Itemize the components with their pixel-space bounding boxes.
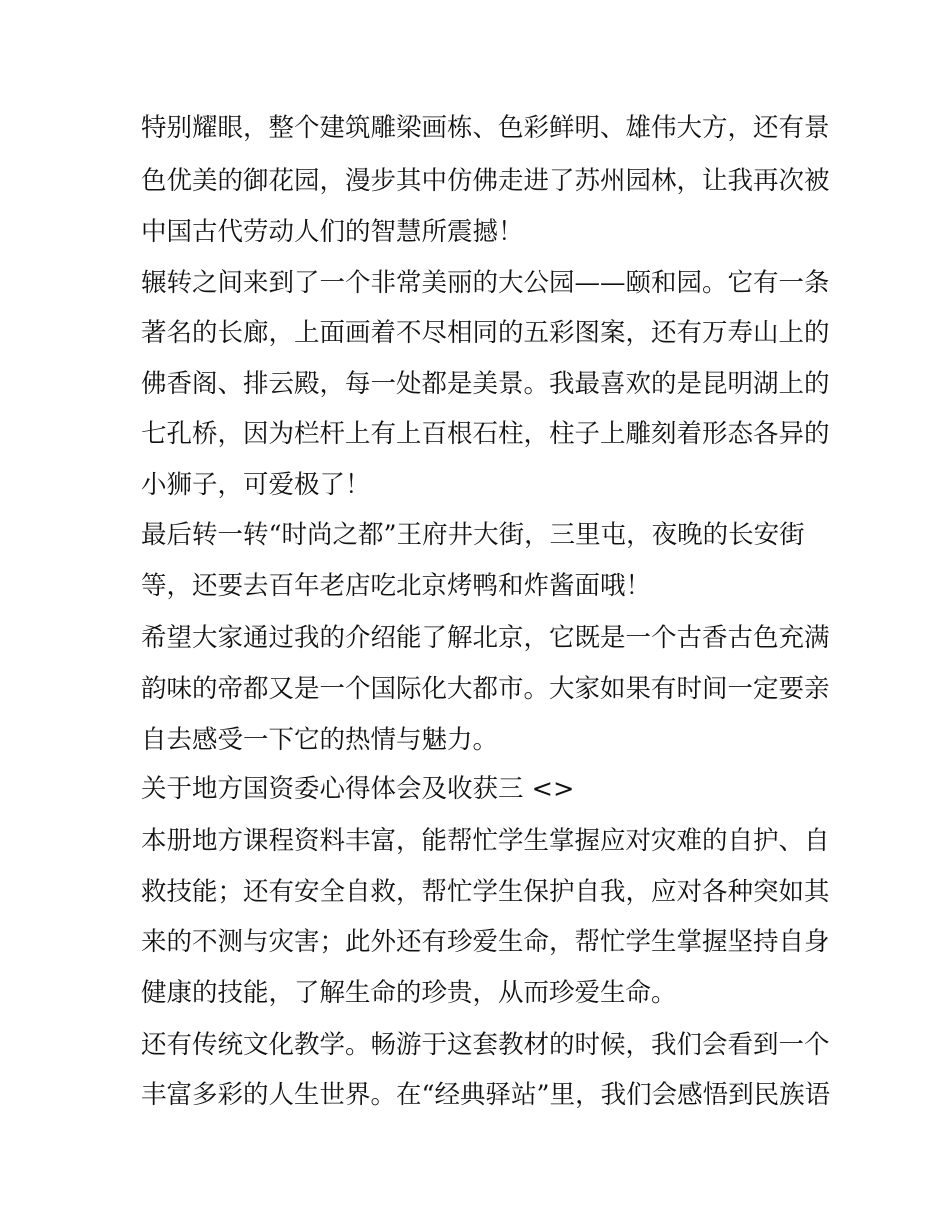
text-line: 中国古代劳动人们的智慧所震撼！ [141,217,524,247]
text-line: 小狮子，可爱极了！ [141,470,371,500]
text-line: 最后转一转“时尚之都”王府井大街，三里屯，夜晚的长安街 [141,520,805,550]
text-line: 等，还要去百年老店吃北京烤鸭和炸酱面哦！ [141,571,652,601]
text-line: 健康的技能，了解生命的珍贵，从而珍爱生命。 [141,978,677,1008]
text-line: 自去感受一下它的热情与魅力。 [141,725,499,755]
text-line: 还有传统文化教学。畅游于这套教材的时候，我们会看到一个 [141,1030,830,1060]
text-line: 色优美的御花园，漫步其中仿佛走进了苏州园林，让我再次被 [141,166,830,196]
text-line: 韵味的帝都又是一个国际化大都市。大家如果有时间一定要亲 [141,674,830,704]
text-line: 本册地方课程资料丰富，能帮忙学生掌握应对灾难的自护、自 [141,826,830,856]
text-line: 来的不测与灾害；此外还有珍爱生命，帮忙学生掌握坚持自身 [141,927,830,957]
text-line: 救技能；还有安全自救，帮忙学生保护自我，应对各种突如其 [141,877,830,907]
text-line: 希望大家通过我的介绍能了解北京，它既是一个古香古色充满 [141,623,830,653]
text-line: 特别耀眼，整个建筑雕梁画栋、色彩鲜明、雄伟大方，还有景 [141,113,830,143]
text-line: 丰富多彩的人生世界。在“经典驿站”里，我们会感悟到民族语 [141,1080,831,1110]
text-line: 辗转之间来到了一个非常美丽的大公园——颐和园。它有一条 [141,268,830,298]
text-line: 佛香阁、排云殿，每一处都是美景。我最喜欢的是昆明湖上的 [141,369,830,399]
section-heading: 关于地方国资委心得体会及收获三 <> [141,774,575,804]
text-line: 著名的长廊，上面画着不尽相同的五彩图案，还有万寿山上的 [141,318,830,348]
text-line: 七孔桥，因为栏杆上有上百根石柱，柱子上雕刻着形态各异的 [141,419,830,449]
